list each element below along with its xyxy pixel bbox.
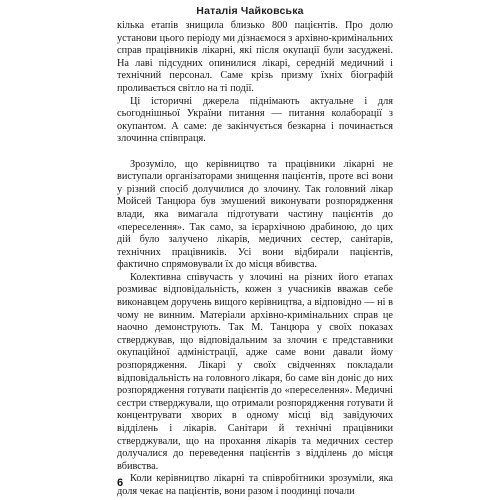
- paragraph-4: Колективна співучасть у злочині на різних його етапах розмиває відповідальність, кожен з учасників вважав себе виконавцем доручень вищого керівництва, а відповідно — ні в чому не винним. Матеріали архівно-кримінальних справ це наочно демонструють. Так М. Танцюра у своїх показах стверджував, що відповідальним за злочин є представники окупаційної адміністрації, адже саме вони давали йому розпорядження. Лікарі у своїх свідченнях покладали відповідальність на головного лікаря, бо саме він доніс до них розпорядження готувати пацієнтів до «переселення». Медичні сестри стверджували, що отримали розпорядження готувати й концентрувати хворих в одному місці від завідуючих відділень і лікарів. Санітари й технічні працівники стверджували, що на прохання лікарів та медичних сестер долучалися до переведення пацієнтів з відділень до місця вбивства.: [117, 271, 393, 472]
- paragraph-2: Ці історичні джерела піднімають актуальне і для сьогоднішньої України питання — питання колаборації з окупантом. А саме: де закінчується безкарна і починається злочинна співпраця.: [117, 95, 393, 145]
- paragraph-5: Коли керівництво лікарні та співробітники зрозуміли, яка доля чекає на пацієнтів, вони разом і поодинці почали: [117, 473, 393, 497]
- paragraph-1: кілька етапів знищила близько 800 пацієнтів. Про долю установи цього періоду ми дізнаємося з архівно-кримінальних справ працівників лікарні, які після окупації були засуджені. На лаві підсудних опинилися лікарі, середній медичний і технічний персонал. Саме крізь призму їхніх біографій проливається світло на ті події.: [117, 20, 393, 94]
- running-header: Наталія Чайковська: [196, 5, 304, 17]
- page-number: 6: [117, 477, 124, 489]
- body-text: [117, 20, 393, 499]
- paragraph-3: Зрозуміло, що керівництво та працівники лікарні не виступали організаторами знищення пацієнтів, проте всі вони у різний спосіб долучилися до злочину. Так головний лікар Мойсей Танцюра був змушений виконувати розпорядження влади, яка вимагала підготувати частину пацієнтів до «переселення». Так само, за ієрархічною драбиною, до цих дій було залучено лікарів, медичних сестер, санітарів, технічних працівників. Усі вони відбирали пацієнтів, фактично спрямовували їх до місця вбивства.: [117, 158, 393, 271]
